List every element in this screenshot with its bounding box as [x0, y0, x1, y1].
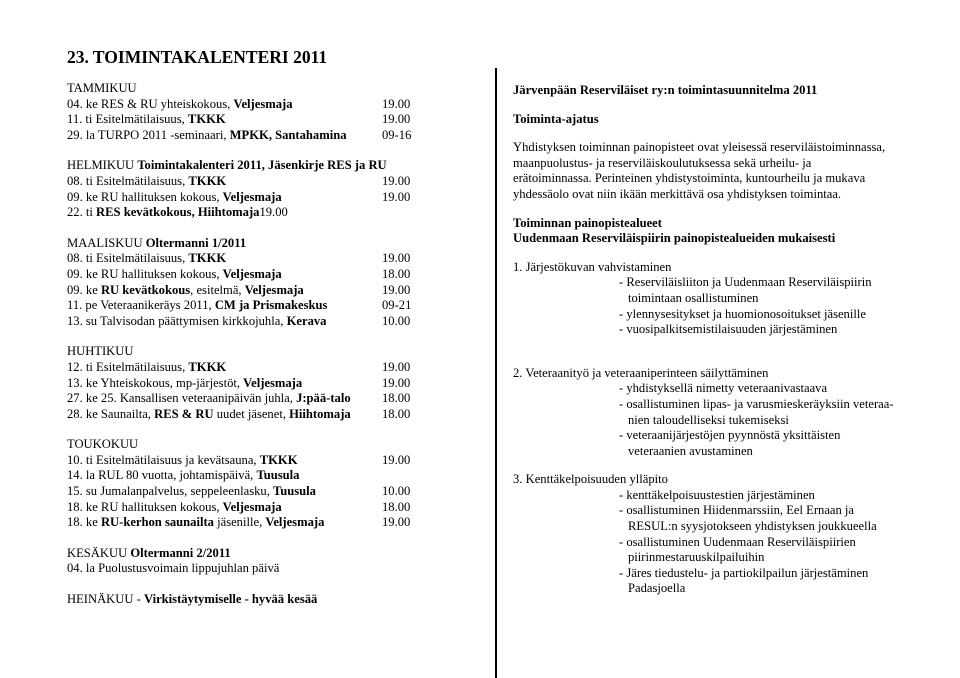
month-heinakuu — [67, 592, 427, 608]
event-text-part: J:pää-talo — [296, 391, 351, 406]
month-kesakuu — [67, 546, 427, 577]
calendar-event — [67, 190, 427, 206]
event-description — [67, 407, 351, 423]
event-text-part: 04. ke RES & RU yhteiskokous, — [67, 96, 234, 111]
plan-line: toimintaan osallistuminen — [628, 290, 759, 305]
month-heading — [67, 236, 427, 252]
calendar-event — [67, 298, 427, 314]
month-heading-part: KESÄKUU — [67, 545, 131, 560]
plan-heading: Järvenpään Reserviläiset ry:n toimintasuunnitelma 2011 — [513, 83, 818, 97]
calendar-event — [67, 484, 427, 500]
event-description — [67, 561, 279, 577]
month-heading — [67, 437, 427, 453]
event-description — [67, 128, 347, 144]
event-description — [67, 174, 226, 190]
plan-line: - ylennysesitykset ja huomionosoitukset jäsenille — [619, 306, 866, 321]
event-text-part: Veljesmaja — [222, 189, 282, 204]
event-time: 19.00 — [382, 375, 411, 390]
month-heading-part: Toimintakalenteri 2011, Jäsenkirje RES ja RU — [137, 158, 387, 173]
plan-line: RESUL:n syysjotokseen yhdistyksen joukkueella — [628, 519, 877, 534]
event-text-part: TKKK — [187, 112, 226, 127]
month-heading — [67, 344, 427, 360]
plan-line: - Järes tiedustelu- ja partiokilpailun järjestäminen — [619, 565, 869, 580]
event-text-part: Veljesmaja — [244, 282, 304, 297]
month-heading — [67, 546, 427, 562]
plan-line: veteraanien avustaminen — [628, 443, 753, 458]
event-text-part: Veljesmaja — [222, 499, 282, 514]
event-time: 18.00 — [382, 499, 411, 514]
plan-line: - kenttäkelpoisuustestien järjestäminen — [619, 487, 815, 502]
event-text-part: MPKK, Santahamina — [229, 127, 347, 142]
event-text-part: Tuusula — [256, 468, 300, 483]
calendar-event — [67, 515, 427, 531]
plan-line: - osallistuminen lipas- ja varusmieskeräyksiin veteraa- — [619, 396, 894, 411]
event-time: 19.00 — [382, 173, 411, 188]
plan-section — [513, 112, 933, 128]
activity-calendar-column — [67, 46, 427, 608]
page-title: 23. TOIMINTAKALENTERI 2011 — [67, 47, 328, 67]
month-heading-part: HELMIKUU — [67, 158, 138, 173]
event-description — [67, 205, 288, 221]
plan-line: - yhdistyksellä nimetty veteraanivastaava — [619, 381, 828, 396]
calendar-event — [67, 205, 427, 221]
month-heading — [67, 592, 427, 608]
event-time: 10.00 — [382, 484, 411, 499]
event-description — [67, 190, 282, 206]
plan-heading: Toiminnan painopistealueet — [513, 215, 662, 230]
event-description — [67, 314, 326, 330]
month-maaliskuu — [67, 236, 427, 330]
event-text-part: Veljesmaja — [243, 375, 303, 390]
month-heading — [67, 158, 427, 174]
event-text-part: 11. pe Veteraanikeräys 2011, — [67, 298, 215, 313]
plan-line: Padasjoella — [628, 581, 686, 596]
event-text-part: 14. la RUL 80 vuotta, johtamispäivä, — [67, 468, 257, 483]
calendar-event — [67, 251, 427, 267]
calendar-event — [67, 314, 427, 330]
event-text-part: Veljesmaja — [233, 96, 293, 111]
month-heading — [67, 81, 427, 97]
event-time: 19.00 — [382, 189, 411, 204]
month-huhtikuu — [67, 344, 427, 422]
event-description — [67, 484, 316, 500]
calendar-event — [67, 391, 427, 407]
event-description — [67, 97, 293, 113]
calendar-event — [67, 468, 427, 484]
calendar-event — [67, 360, 427, 376]
calendar-event — [67, 174, 427, 190]
month-heading-part: TAMMIKUU — [67, 81, 137, 95]
calendar-event — [67, 267, 427, 283]
plan-line: - veteraanijärjestöjen pyynnöstä yksittäisten — [619, 428, 841, 443]
event-text-part: 22. ti — [67, 205, 97, 220]
plan-line: - vuosipalkitsemistilaisuuden järjestäminen — [619, 322, 838, 337]
event-text-part: TKKK — [188, 359, 227, 374]
event-description — [67, 376, 302, 392]
plan-heading: Toiminta-ajatus — [513, 111, 599, 126]
event-description — [67, 251, 226, 267]
event-text-part: RES & RU — [154, 406, 214, 421]
event-text-part: 11. ti Esitelmätilaisuus, — [67, 112, 188, 127]
plan-section — [513, 140, 933, 202]
event-text-part: TKKK — [259, 452, 298, 467]
plan-section — [513, 260, 933, 338]
event-text-part: 29. la TURPO 2011 -seminaari, — [67, 127, 230, 142]
month-heading-part: Oltermanni 1/2011 — [145, 235, 247, 250]
event-text-part: 18. ke RU hallituksen kokous, — [67, 499, 223, 514]
event-description — [67, 515, 324, 531]
event-text-part: Veljesmaja — [265, 515, 325, 530]
month-toukokuu — [67, 437, 427, 531]
plan-section — [513, 83, 933, 99]
event-time: 18.00 — [382, 406, 411, 421]
event-description — [67, 500, 282, 516]
event-text-part: TKKK — [188, 251, 227, 266]
calendar-event — [67, 561, 427, 577]
action-plan-column — [513, 83, 933, 597]
plan-line: Yhdistyksen toiminnan painopisteet ovat yleisessä reserviläistoiminnassa, — [513, 140, 886, 155]
event-time: 09-16 — [382, 127, 412, 142]
event-text-part: Hiihtomaja — [289, 406, 351, 421]
event-time: 19.00 — [382, 359, 411, 374]
event-description — [67, 391, 351, 407]
event-description — [67, 267, 282, 283]
event-text-part: 13. ke Yhteiskokous, mp-järjestöt, — [67, 375, 244, 390]
plan-line: erätoiminnassa. Perinteinen yhdistystoiminta, kuntourheilu ja mukava — [513, 171, 866, 186]
event-text-part: 09. ke RU hallituksen kokous, — [67, 266, 223, 281]
event-description — [67, 112, 226, 128]
plan-line: piirinmestaruuskilpailuihin — [628, 550, 765, 565]
event-time: 18.00 — [382, 391, 411, 406]
plan-section — [513, 366, 933, 460]
event-text-part: 04. la Puolustusvoimain lippujuhlan päivä — [67, 561, 280, 576]
event-description — [67, 453, 298, 469]
event-text-part: Tuusula — [273, 484, 316, 499]
event-time: 19.00 — [382, 112, 411, 127]
event-description — [67, 360, 226, 376]
plan-section — [513, 472, 933, 597]
event-text-part: 15. su Jumalanpalvelus, seppeleenlasku, — [67, 484, 274, 499]
event-text-part: Veljesmaja — [222, 266, 282, 281]
event-description — [67, 468, 299, 484]
event-time: 19.00 — [382, 282, 411, 297]
plan-line: - Reserviläisliiton ja Uudenmaan Reserviläispiirin — [619, 275, 872, 290]
event-time: 09-21 — [382, 298, 412, 313]
column-divider — [495, 68, 497, 678]
calendar-event — [67, 453, 427, 469]
month-helmikuu — [67, 158, 427, 220]
plan-line: 3. Kenttäkelpoisuuden ylläpito — [513, 472, 668, 487]
event-text-part: 09. ke RU hallituksen kokous, — [67, 189, 223, 204]
event-description — [67, 283, 304, 299]
event-time: 19.00 — [382, 96, 411, 111]
month-heading-part: MAALISKUU — [67, 235, 146, 250]
plan-line: 2. Veteraanityö ja veteraaniperinteen säilyttäminen — [513, 365, 769, 380]
event-text-part: 19.00 — [259, 205, 288, 220]
event-text-part: RU kevätkokous — [100, 282, 191, 297]
event-text-part: TKKK — [188, 173, 227, 188]
event-text-part: Kerava — [286, 313, 327, 328]
plan-line: - osallistuminen Hiidenmarssiin, Eel Ernaan ja — [619, 503, 855, 518]
calendar-event — [67, 128, 427, 144]
plan-line: yhdessäolo ovat niin ikään merkittävä osa yhdistyksen toimintaa. — [513, 186, 842, 201]
event-text-part: RU-kerhon saunailta — [100, 515, 214, 530]
month-tammikuu — [67, 81, 427, 143]
event-text-part: uudet jäsenet, — [213, 406, 290, 421]
event-text-part: RES kevätkokous, Hiihtomaja — [96, 205, 260, 220]
calendar-event — [67, 97, 427, 113]
event-time: 18.00 — [382, 266, 411, 281]
month-heading-part: HUHTIKUU — [67, 344, 134, 359]
calendar-event — [67, 112, 427, 128]
event-time: 19.00 — [382, 515, 411, 530]
month-heading-part: Virkistäytymiselle - hyvää kesää — [143, 592, 318, 607]
event-text-part: 12. ti Esitelmätilaisuus, — [67, 359, 189, 374]
event-text-part: , esitelmä, — [190, 282, 245, 297]
event-time: 19.00 — [382, 452, 411, 467]
event-text-part: CM ja Prismakeskus — [214, 298, 328, 313]
calendar-months — [67, 81, 427, 608]
event-text-part: 08. ti Esitelmätilaisuus, — [67, 173, 189, 188]
event-text-part: jäsenille, — [213, 515, 266, 530]
month-heading-part: Oltermanni 2/2011 — [130, 545, 231, 560]
event-text-part: 27. ke 25. Kansallisen veteraanipäivän juhla, — [67, 391, 297, 406]
plan-line: - osallistuminen Uudenmaan Reserviläispiirien — [619, 534, 856, 549]
event-text-part: 08. ti Esitelmätilaisuus, — [67, 251, 189, 266]
event-text-part: 09. ke — [67, 282, 101, 297]
month-heading-part: HEINÄKUU - — [67, 592, 144, 607]
event-text-part: 13. su Talvisodan päättymisen kirkkojuhla, — [67, 313, 287, 328]
event-text-part: 10. ti Esitelmätilaisuus ja kevätsauna, — [67, 452, 260, 467]
plan-line: 1. Järjestökuvan vahvistaminen — [513, 259, 672, 274]
plan-section — [513, 216, 933, 247]
event-text-part: 28. ke Saunailta, — [67, 406, 155, 421]
calendar-event — [67, 283, 427, 299]
calendar-event — [67, 376, 427, 392]
calendar-event — [67, 500, 427, 516]
event-time: 10.00 — [382, 313, 411, 328]
plan-line: nien taloudelliseksi tukemiseksi — [628, 412, 789, 427]
event-text-part: 18. ke — [67, 515, 101, 530]
calendar-event — [67, 407, 427, 423]
month-heading-part: TOUKOKUU — [67, 437, 139, 452]
plan-line: maanpuolustus- ja reserviläiskoulutuksessa sekä urheilu- ja — [513, 155, 812, 170]
event-description — [67, 298, 327, 314]
event-time: 19.00 — [382, 251, 411, 266]
plan-heading: Uudenmaan Reserviläispiirin painopistealueiden mukaisesti — [513, 231, 836, 246]
